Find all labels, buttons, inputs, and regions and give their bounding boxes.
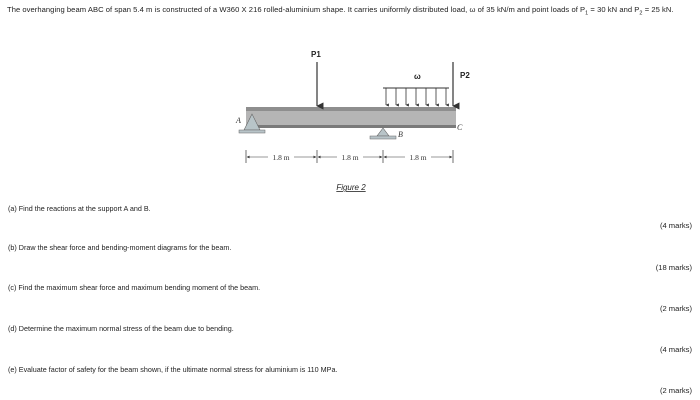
marks-a: (4 marks): [659, 221, 692, 230]
beam: [246, 107, 456, 128]
marks-e: (2 marks): [659, 386, 692, 395]
support-b-pin: [377, 128, 389, 136]
figure-caption: Figure 2: [336, 183, 366, 192]
question-c: (c) Find the maximum shear force and maximum bending moment of the beam.: [8, 283, 261, 292]
marks-d: (4 marks): [659, 345, 692, 354]
beam-top-flange: [246, 107, 456, 111]
p1-subscript: 1: [585, 10, 589, 17]
support-b: [370, 128, 396, 139]
span-3-label: 1.8 m: [409, 153, 427, 162]
udl-label: ω: [414, 72, 421, 81]
beam-bottom-flange: [246, 125, 456, 128]
p2-label: P2: [460, 71, 470, 80]
marks-c: (2 marks): [659, 304, 692, 313]
span-2-label: 1.8 m: [341, 153, 359, 162]
support-b-label: B: [398, 130, 403, 139]
beam-web: [246, 111, 456, 125]
question-b: (b) Draw the shear force and bending-moment diagrams for the beam.: [8, 243, 232, 252]
p2-subscript: 2: [639, 10, 643, 17]
end-c-label: C: [457, 123, 463, 132]
question-a: (a) Find the reactions at the support A and B.: [8, 204, 151, 213]
intro-text-1: The overhanging beam ABC of span 5.4 m is constructed of a W360 X 216 rolled-aluminium shape. It carries uniformly distributed load, ω of 35 kN/m and point loads of P: [7, 5, 586, 14]
support-a-base: [239, 130, 265, 133]
question-e: (e) Evaluate factor of safety for the beam shown, if the ultimate normal stress for aluminium is 110 MPa.: [8, 365, 338, 374]
intro-text-3: = 25 kN.: [642, 5, 674, 14]
marks-b: (18 marks): [655, 263, 692, 272]
p1-label: P1: [311, 50, 321, 59]
span-1-label: 1.8 m: [272, 153, 290, 162]
intro-text-2: = 30 kN and P: [588, 5, 640, 14]
support-a-label: A: [236, 116, 241, 125]
question-d: (d) Determine the maximum normal stress of the beam due to bending.: [8, 324, 234, 333]
support-b-base: [370, 136, 396, 139]
dimensions: [246, 150, 453, 163]
udl: [383, 88, 449, 105]
